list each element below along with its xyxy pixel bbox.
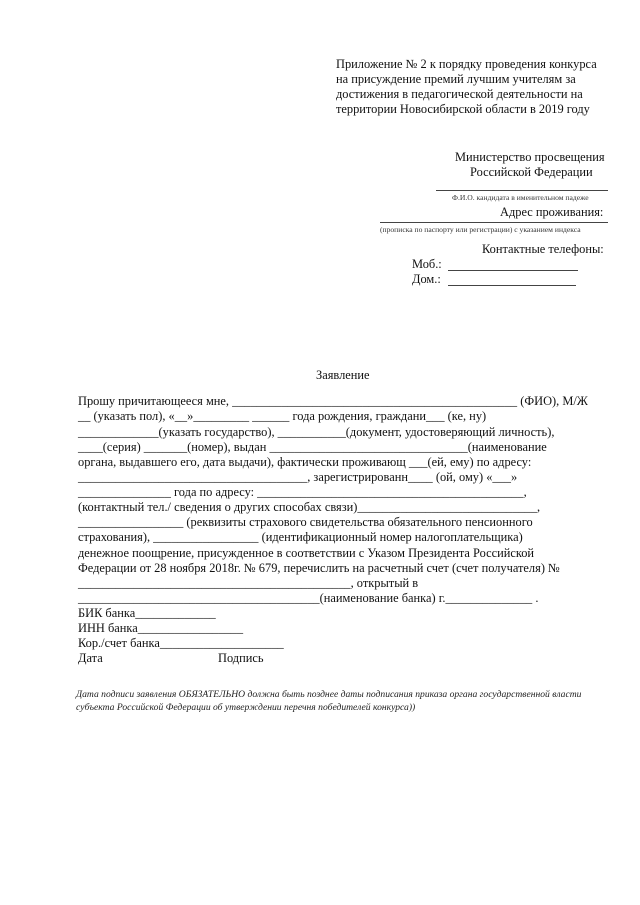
body-line-4: ____(серия) _______(номер), выдан ________________________________(наименование [78,440,547,454]
fio-underline [436,190,608,191]
home-underline [448,285,576,286]
appendix-line-2: на присуждение премий лучшим учителям за [336,72,576,86]
address-label: Адрес проживания: [500,205,604,219]
body-line-9: _________________ (реквизиты страхового свидетельства обязательного пенсионного [78,515,533,529]
appendix-line-4: территории Новосибирской области в 2019 году [336,102,590,116]
appendix-line-1: Приложение № 2 к порядку проведения конкурса [336,57,597,71]
address-caption: (прописка по паспорту или регистрации) с указанием индекса [380,225,581,234]
mobile-underline [448,270,578,271]
kor-line: Кор./счет банка____________________ [78,636,284,650]
signature-date-note: Дата подписи заявления ОБЯЗАТЕЛЬНО должна быть позднее даты подписания приказа органа государственной власти субъекта Российской Федерации об утверждении перечня победителей конкурса)) [76,689,582,713]
home-label: Дом.: [412,272,441,286]
inn-line: ИНН банка_________________ [78,621,244,635]
body-line-13: ____________________________________________, открытый в [78,576,419,590]
bik-line: БИК банка_____________ [78,606,216,620]
body-line-7: _______________ года по адресу: ___________________________________________, [78,485,527,499]
fio-caption: Ф.И.О. кандидата в именительном падеже [452,193,589,202]
body-line-5: органа, выдавшего его, дата выдачи), фактически проживающ ___(ей, ему) по адресу: [78,455,532,469]
body-line-11: денежное поощрение, присужденное в соответствии с Указом Президента Российской [78,546,535,560]
body-line-2: __ (указать пол), «__»_________ ______ года рождения, граждани___ (ке, ну) [78,409,487,423]
appendix-line-3: достижения в педагогической деятельности на [336,87,583,101]
body-line-1: Прошу причитающееся мне, ______________________________________________ (ФИО), М/Ж [78,394,588,408]
body-line-10: страхования), _________________ (идентификационный номер налогоплательщика) [78,530,523,544]
phones-label: Контактные телефоны: [482,242,604,256]
ministry-line-1: Министерство просвещения [455,150,605,164]
address-underline [380,222,608,223]
ministry-line-2: Российской Федерации [470,165,593,179]
body-line-14: _______________________________________(наименование банка) г.______________ . [78,591,539,605]
body-line-12: Федерации от 28 ноября 2018г. № 679, перечислить на расчетный счет (счет получателя) № [78,561,560,575]
body-line-3: _____________(указать государство), ___________(документ, удостоверяющий личность), [78,425,555,439]
mobile-label: Моб.: [412,257,442,271]
document-title: Заявление [316,368,370,382]
signature-label: Подпись [218,651,264,665]
date-label: Дата [78,651,103,665]
body-line-6: _____________________________________, зарегистрированн____ (ой, ому) «___» [78,470,518,484]
body-line-8: (контактный тел./ сведения о других способах связи)_____________________________, [78,500,541,514]
